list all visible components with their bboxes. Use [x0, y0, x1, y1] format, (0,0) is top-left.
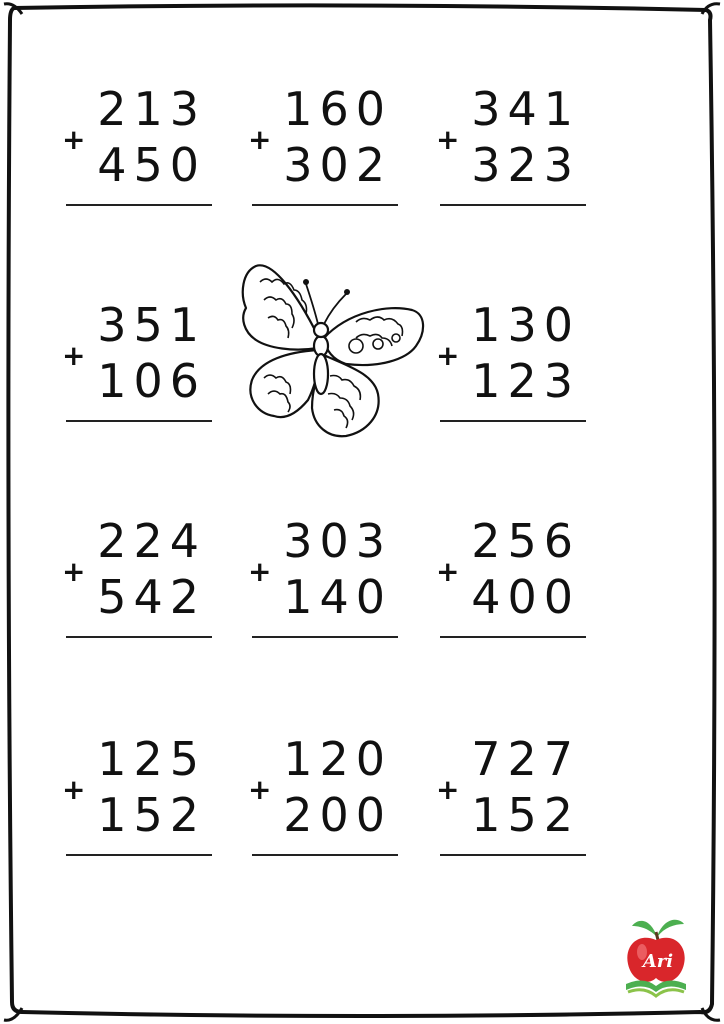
- addend-top: 224: [97, 514, 206, 568]
- answer-line: [440, 854, 586, 856]
- addition-problem-7: [248, 514, 398, 638]
- apple-book-logo: [618, 912, 694, 1002]
- answer-line: [252, 204, 398, 206]
- addend-bottom: 152: [471, 788, 580, 842]
- answer-line: [440, 204, 586, 206]
- plus-sign: +: [62, 773, 86, 806]
- addend-top: 125: [97, 732, 206, 786]
- addend-top: 130: [471, 298, 580, 352]
- addend-top: 341: [471, 82, 580, 136]
- plus-sign: +: [248, 123, 272, 156]
- plus-sign: +: [62, 555, 86, 588]
- plus-sign: +: [436, 339, 460, 372]
- addend-bottom: 200: [283, 788, 392, 842]
- addition-problem-4: [62, 298, 212, 422]
- addend-top: 351: [97, 298, 206, 352]
- addition-problem-1: [62, 82, 212, 206]
- answer-line: [252, 854, 398, 856]
- answer-line: [66, 204, 212, 206]
- addend-bottom: 400: [471, 570, 580, 624]
- addend-bottom: 302: [283, 138, 392, 192]
- addend-top: 727: [471, 732, 580, 786]
- addition-problem-6: [62, 514, 212, 638]
- addend-bottom: 123: [471, 354, 580, 408]
- addend-bottom: 140: [283, 570, 392, 624]
- answer-line: [66, 420, 212, 422]
- addend-top: 120: [283, 732, 392, 786]
- addition-problem-2: [248, 82, 398, 206]
- answer-line: [252, 636, 398, 638]
- plus-sign: +: [62, 339, 86, 372]
- butterfly-icon: [238, 256, 428, 442]
- addend-bottom: 450: [97, 138, 206, 192]
- answer-line: [440, 420, 586, 422]
- addend-bottom: 106: [97, 354, 206, 408]
- addition-problem-5: [436, 298, 586, 422]
- logo-text: Ari: [642, 951, 674, 972]
- plus-sign: +: [248, 773, 272, 806]
- addend-top: 256: [471, 514, 580, 568]
- answer-line: [440, 636, 586, 638]
- addition-problem-9: [62, 732, 212, 856]
- answer-line: [66, 636, 212, 638]
- addend-top: 213: [97, 82, 206, 136]
- addend-bottom: 323: [471, 138, 580, 192]
- addend-top: 303: [283, 514, 392, 568]
- plus-sign: +: [62, 123, 86, 156]
- addition-problem-3: [436, 82, 586, 206]
- addition-problem-8: [436, 514, 586, 638]
- addition-problem-10: [248, 732, 398, 856]
- addend-bottom: 152: [97, 788, 206, 842]
- plus-sign: +: [248, 555, 272, 588]
- plus-sign: +: [436, 773, 460, 806]
- addition-problem-11: [436, 732, 586, 856]
- plus-sign: +: [436, 555, 460, 588]
- addend-bottom: 542: [97, 570, 206, 624]
- plus-sign: +: [436, 123, 460, 156]
- answer-line: [66, 854, 212, 856]
- addend-top: 160: [283, 82, 392, 136]
